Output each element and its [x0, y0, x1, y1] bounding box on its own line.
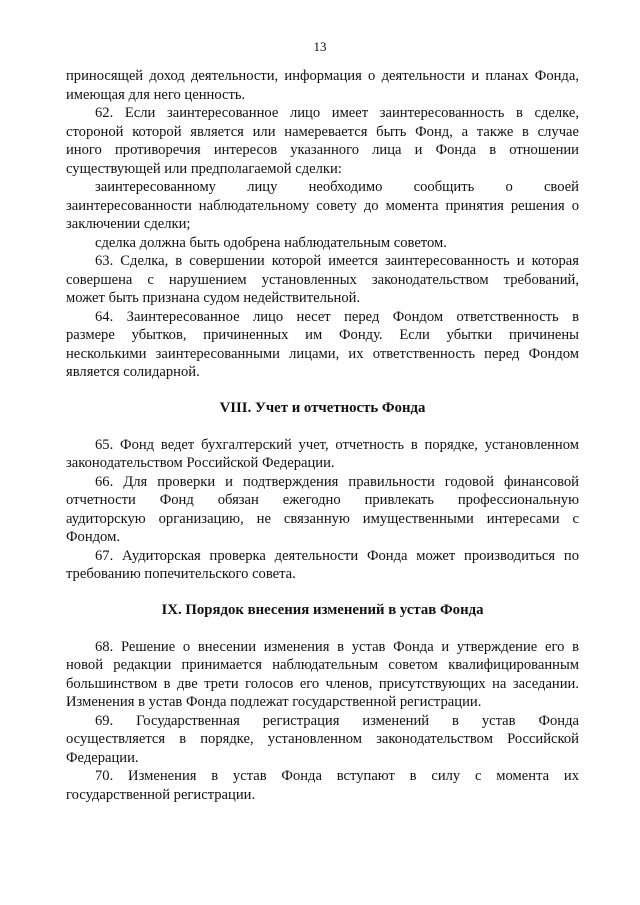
text-line: 66. Для проверки и подтверждения правильности годовой финансовой: [95, 473, 579, 490]
page-number: 13: [313, 39, 327, 54]
text-line: отчетности Фонд обязан ежегодно привлекать профессиональную: [66, 492, 579, 508]
text-line: может быть признана судом недействительной.: [66, 290, 361, 306]
text-line: новой редакции принимается наблюдательным советом квалифицированным: [66, 657, 579, 673]
text-line: 69. Государственная регистрация изменений в устав Фонда: [95, 712, 579, 729]
document-body: [66, 67, 579, 804]
text-line: законодательством Российской Федерации.: [66, 455, 335, 471]
text-line: 64. Заинтересованное лицо несет перед Фондом ответственность в: [95, 308, 579, 325]
text-line: 68. Решение о внесении изменения в устав Фонда и утверждение его в: [95, 638, 579, 655]
section-heading-viii: VIII. Учет и отчетность Фонда: [219, 399, 426, 416]
text-line: Фондом.: [66, 529, 120, 545]
paragraph-63: [66, 252, 579, 308]
paragraph-65: [66, 436, 579, 473]
text-line: размере убытков, причиненных им Фонду. Если убытки причинены: [66, 327, 579, 343]
text-line: иного противоречия интересов указанного лица и Фонда в отношении: [66, 142, 579, 158]
paragraph-64: [66, 308, 579, 382]
text-line: 70. Изменения в устав Фонда вступают в силу с момента их: [95, 768, 579, 784]
text-line: Изменения в устав Фонда подлежат государственной регистрации.: [66, 694, 482, 710]
text-line: 65. Фонд ведет бухгалтерский учет, отчетность в порядке, установленном: [95, 436, 579, 453]
paragraph-66: [66, 473, 579, 547]
text-line: 67. Аудиторская проверка деятельности Фонда может производиться по: [95, 547, 579, 564]
text-line: является солидарной.: [66, 364, 200, 380]
text-line: 62. Если заинтересованное лицо имеет заинтересованность в сделке,: [95, 105, 579, 121]
text-line: заинтересованности наблюдательному совету до момента принятия решения о: [66, 197, 579, 214]
paragraph-continued: [66, 67, 579, 104]
paragraph-62-item-b: [66, 234, 579, 253]
text-line: приносящей доход деятельности, информация о деятельности и планах Фонда,: [66, 68, 579, 84]
paragraph-70: [66, 767, 579, 804]
paragraph-69: [66, 712, 579, 768]
text-line: несколькими заинтересованными лицами, их ответственность перед Фондом: [66, 345, 579, 362]
text-line: осуществляется в порядке, установленном законодательством Российской: [66, 731, 579, 747]
text-line: аудиторскую организацию, не связанную имущественными интересами с: [66, 510, 579, 527]
text-line: стороной которой является или намеревается быть Фонд, а также в случае: [66, 123, 579, 140]
text-line: заключении сделки;: [66, 216, 191, 232]
text-line: существующей или предполагаемой сделки:: [66, 160, 342, 177]
text-line: заинтересованному лицу необходимо сообщить о своей: [95, 179, 579, 195]
text-line: Федерации.: [66, 749, 139, 766]
section-heading-ix: IX. Порядок внесения изменений в устав Фонда: [161, 601, 484, 618]
paragraph-67: [66, 547, 579, 584]
paragraph-68: [66, 638, 579, 712]
text-line: сделка должна быть одобрена наблюдательным советом.: [95, 234, 447, 251]
text-line: 63. Сделка, в совершении которой имеется заинтересованность и которая: [95, 253, 579, 269]
paragraph-62-item-a: [66, 178, 579, 234]
text-line: имеющая для него ценность.: [66, 86, 246, 103]
paragraph-62: [66, 104, 579, 178]
text-line: большинством в две трети голосов его членов, присутствующих на заседании.: [66, 675, 579, 692]
text-line: государственной регистрации.: [66, 786, 256, 803]
text-line: совершена с нарушением установленных законодательством требований,: [66, 271, 579, 288]
text-line: требованию попечительского совета.: [66, 566, 296, 582]
